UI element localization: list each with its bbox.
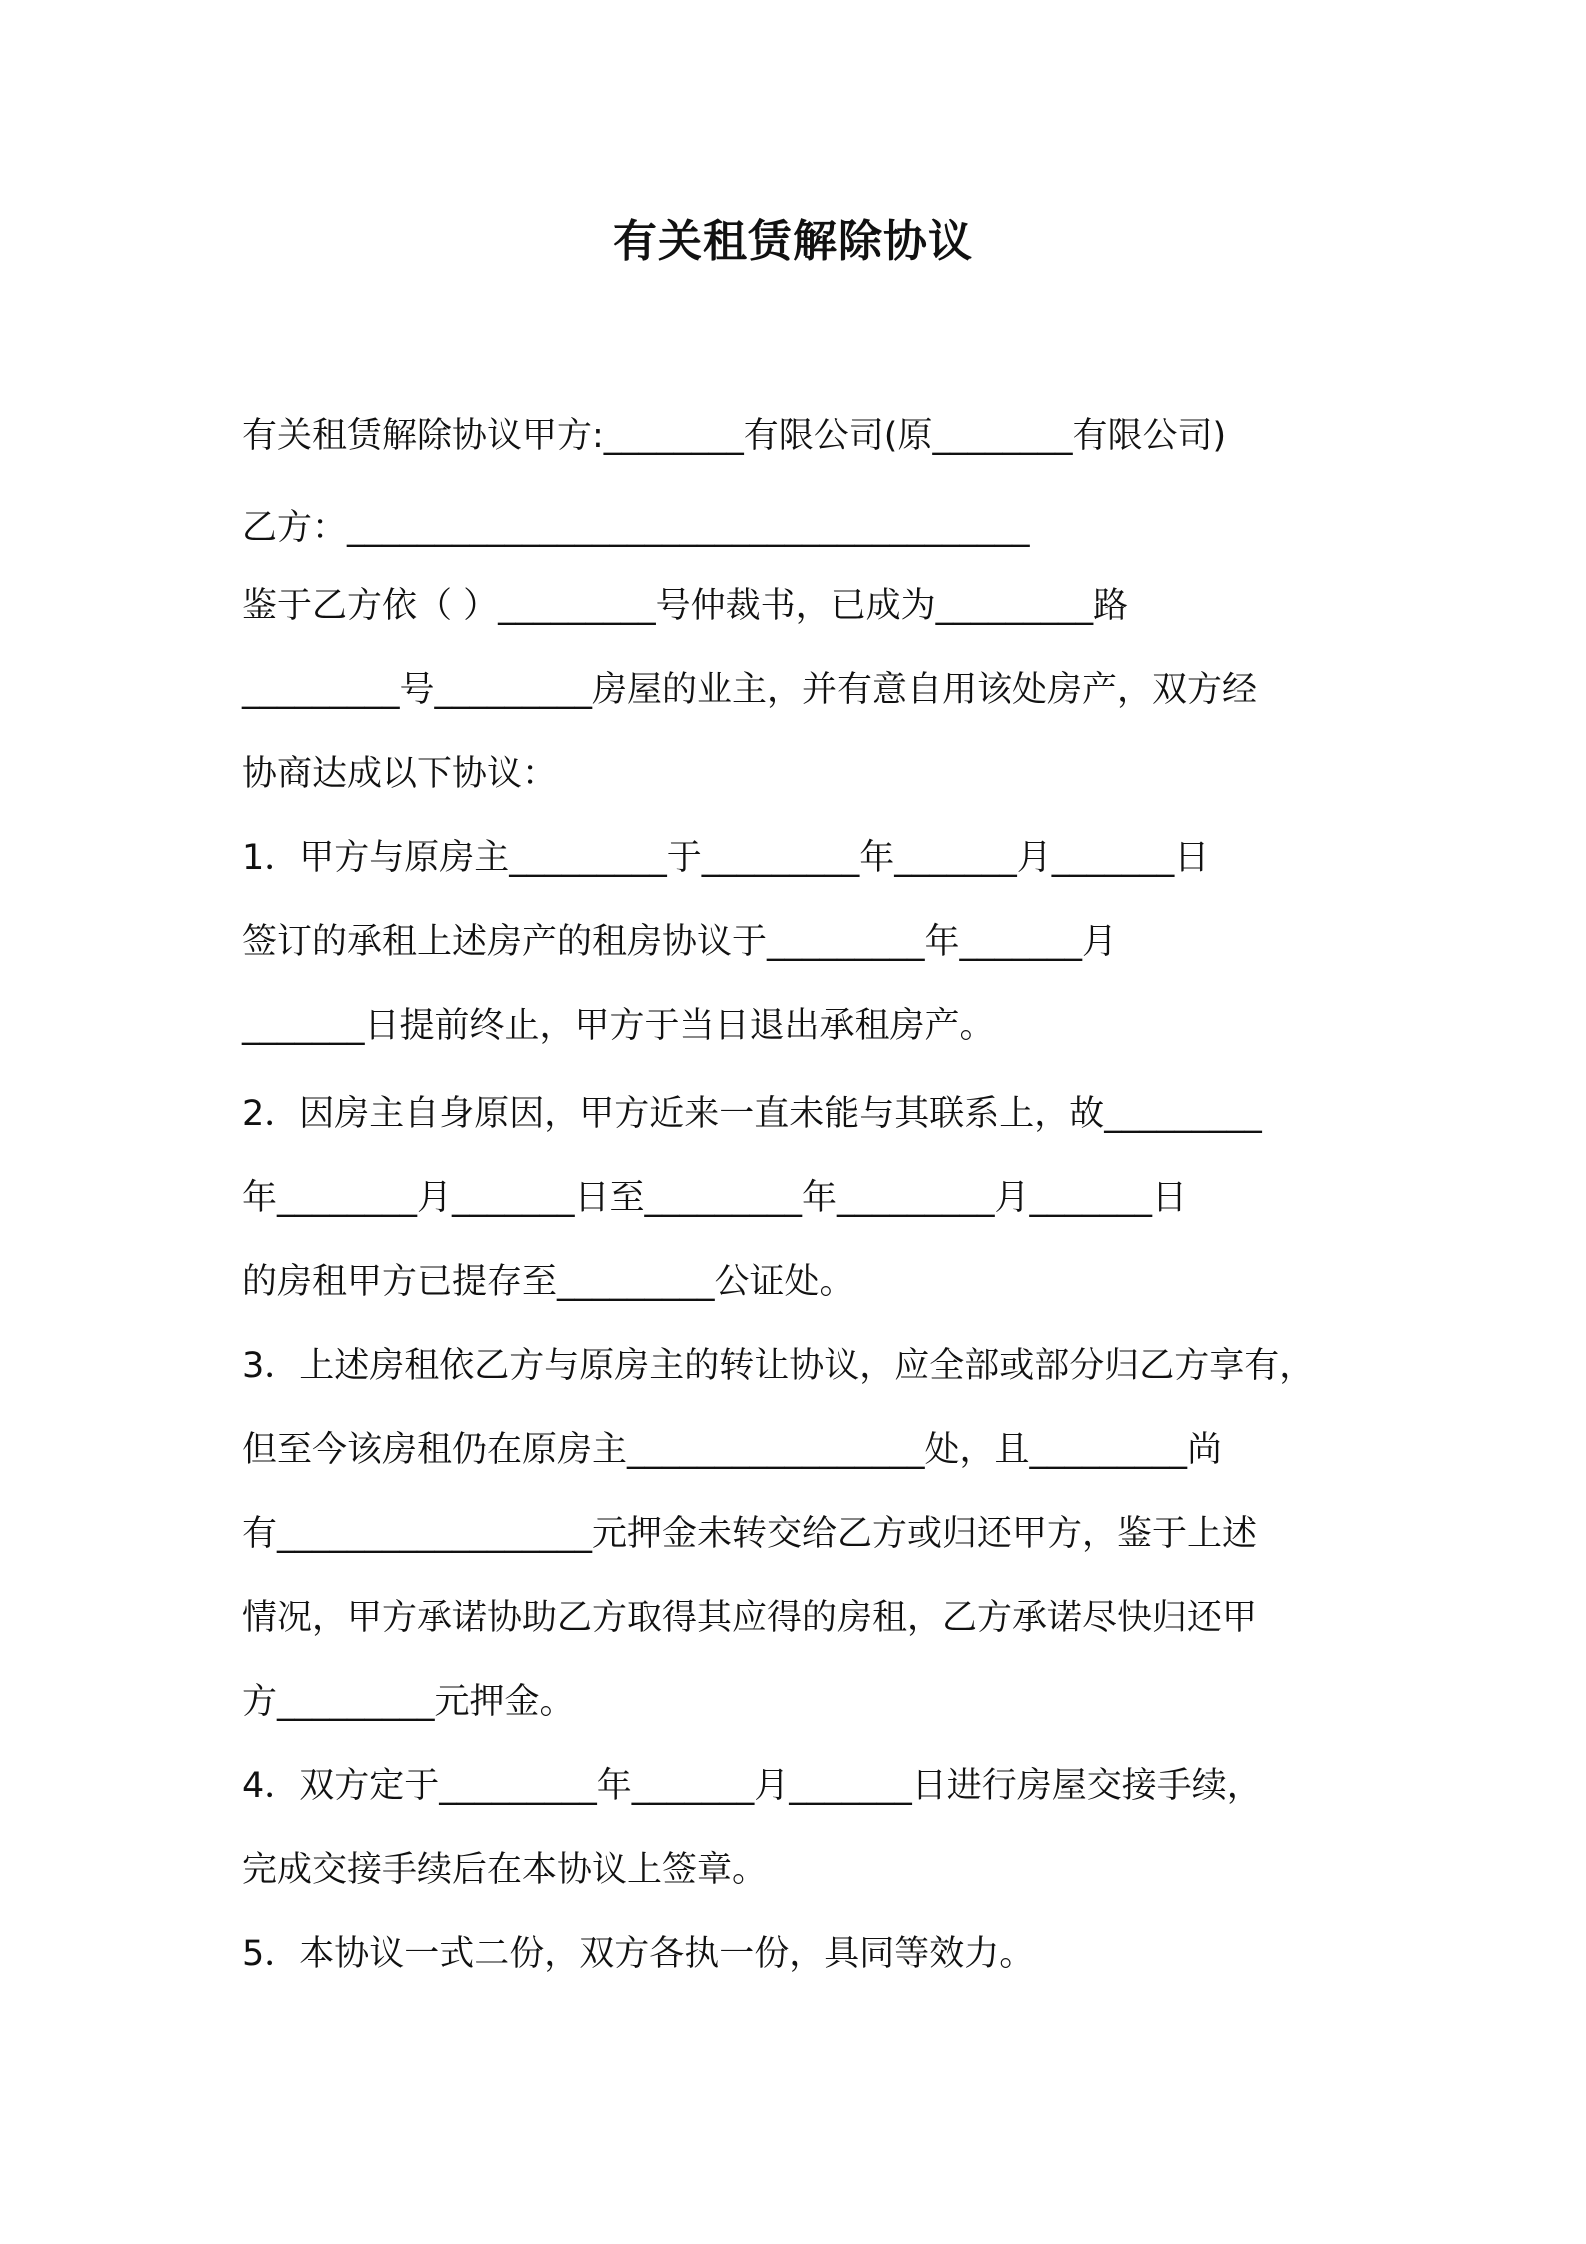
party-b-line: 乙方：_______________________________________ bbox=[242, 508, 1030, 548]
clause-3-line-4: 情况，甲方承诺协助乙方取得其应得的房租，乙方承诺尽快归还甲 bbox=[242, 1598, 1258, 1638]
preamble-line-2: _________号_________房屋的业主，并有意自用该处房产，双方经 bbox=[242, 670, 1258, 710]
preamble-line-3: 协商达成以下协议： bbox=[242, 754, 558, 794]
clause-2-line-3: 的房租甲方已提存至_________公证处。 bbox=[242, 1262, 855, 1302]
clause-4-line-2: 完成交接手续后在本协议上签章。 bbox=[242, 1850, 768, 1890]
clause-5-line-1: 5．本协议一式二份，双方各执一份，具同等效力。 bbox=[242, 1934, 1035, 1974]
document-title: 有关租赁解除协议 bbox=[613, 216, 973, 267]
clause-1-line-2: 签订的承租上述房产的租房协议于_________年_______月 bbox=[242, 922, 1118, 962]
clause-3-line-2: 但至今该房租仍在原房主_________________处，且_________尚 bbox=[242, 1430, 1223, 1470]
clause-1-line-1: 1．甲方与原房主_________于_________年_______月_______日 bbox=[242, 838, 1210, 878]
preamble-line-1: 鉴于乙方依（ ）_________号仲裁书，已成为_________路 bbox=[242, 586, 1129, 626]
clause-3-line-5: 方_________元押金。 bbox=[242, 1682, 575, 1722]
party-a-line: 有关租赁解除协议甲方:________有限公司(原________有限公司) bbox=[242, 416, 1227, 456]
clause-1-line-3: _______日提前终止，甲方于当日退出承租房产。 bbox=[242, 1006, 995, 1046]
clause-2-line-1: 2．因房主自身原因，甲方近来一直未能与其联系上，故_________ bbox=[242, 1094, 1262, 1134]
clause-4-line-1: 4．双方定于_________年_______月_______日进行房屋交接手续， bbox=[242, 1766, 1262, 1806]
clause-2-line-2: 年________月_______日至_________年_________月_______日 bbox=[242, 1178, 1188, 1218]
clause-3-line-1: 3．上述房租依乙方与原房主的转让协议，应全部或部分归乙方享有， bbox=[242, 1346, 1315, 1386]
clause-3-line-3: 有__________________元押金未转交给乙方或归还甲方，鉴于上述 bbox=[242, 1514, 1258, 1554]
